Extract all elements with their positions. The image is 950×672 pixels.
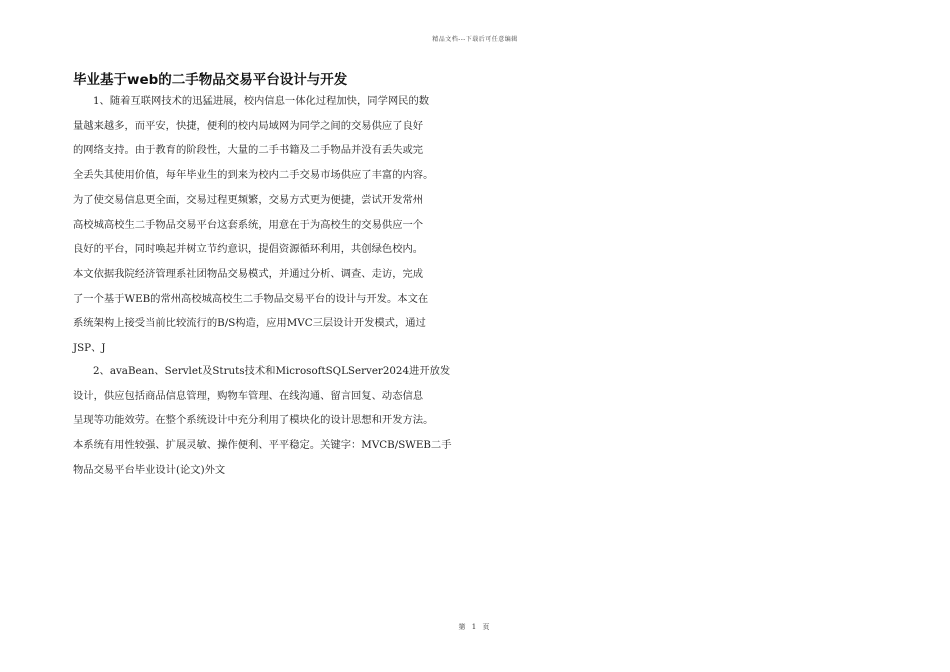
paragraph-line: 本文依据我院经济管理系社团物品交易模式，并通过分析、调查、走访，完成 [73,267,424,280]
paragraph-line: 物品交易平台毕业设计(论文)外文 [73,463,226,476]
paragraph-line: 高校城高校生二手物品交易平台这套系统，用意在于为高校生的交易供应一个 [73,218,424,231]
paragraph-line: 呈现等功能效劳。在整个系统设计中充分利用了模块化的设计思想和开发方法。 [73,414,434,427]
paragraph-line: 的网络支持。由于教育的阶段性，大量的二手书籍及二手物品并没有丢失或完 [73,144,424,157]
paragraph-line: 设计，供应包括商品信息管理，购物车管理、在线沟通、留言回复、动态信息 [73,389,424,402]
paragraph-2 [73,359,465,483]
paragraph-line: 本系统有用性较强、扩展灵敏、操作便利、平平稳定。关键字：MVCB/SWEB二手 [73,439,452,452]
paragraph-line: 量越来越多，而平安，快捷，便利的校内局域网为同学之间的交易供应了良好 [73,119,424,132]
paragraph-line: 1、随着互联网技术的迅猛进展，校内信息一体化过程加快，同学网民的数 [93,95,430,107]
paragraph-line: 为了使交易信息更全面，交易过程更频繁，交易方式更为便捷，尝试开发常州 [73,193,424,206]
paragraph-line: JSP、J [73,342,106,355]
paragraph-line: 良好的平台，同时唤起并树立节约意识，提倡资源循环利用，共创绿色校内。 [73,243,424,256]
page-header-note: 精品文档---下载后可任意编辑 [432,36,518,43]
paragraph-line: 全丢失其使用价值，每年毕业生的到来为校内二手交易市场供应了丰富的内容。 [73,169,434,182]
paragraph-1 [73,89,465,361]
paragraph-line: 系统架构上接受当前比较流行的B/S构造，应用MVC三层设计开发模式，通过 [73,317,426,330]
paragraph-line: 了一个基于WEB的常州高校城高校生二手物品交易平台的设计与开发。本文在 [73,292,429,305]
paragraph-line: 2、avaBean、Servlet及Struts技术和MicrosoftSQLServer2024进开放发 [93,365,451,377]
document-title: 毕业基于web的二手物品交易平台设计与开发 [73,72,348,88]
page-number: 第 1 页 [458,623,492,631]
